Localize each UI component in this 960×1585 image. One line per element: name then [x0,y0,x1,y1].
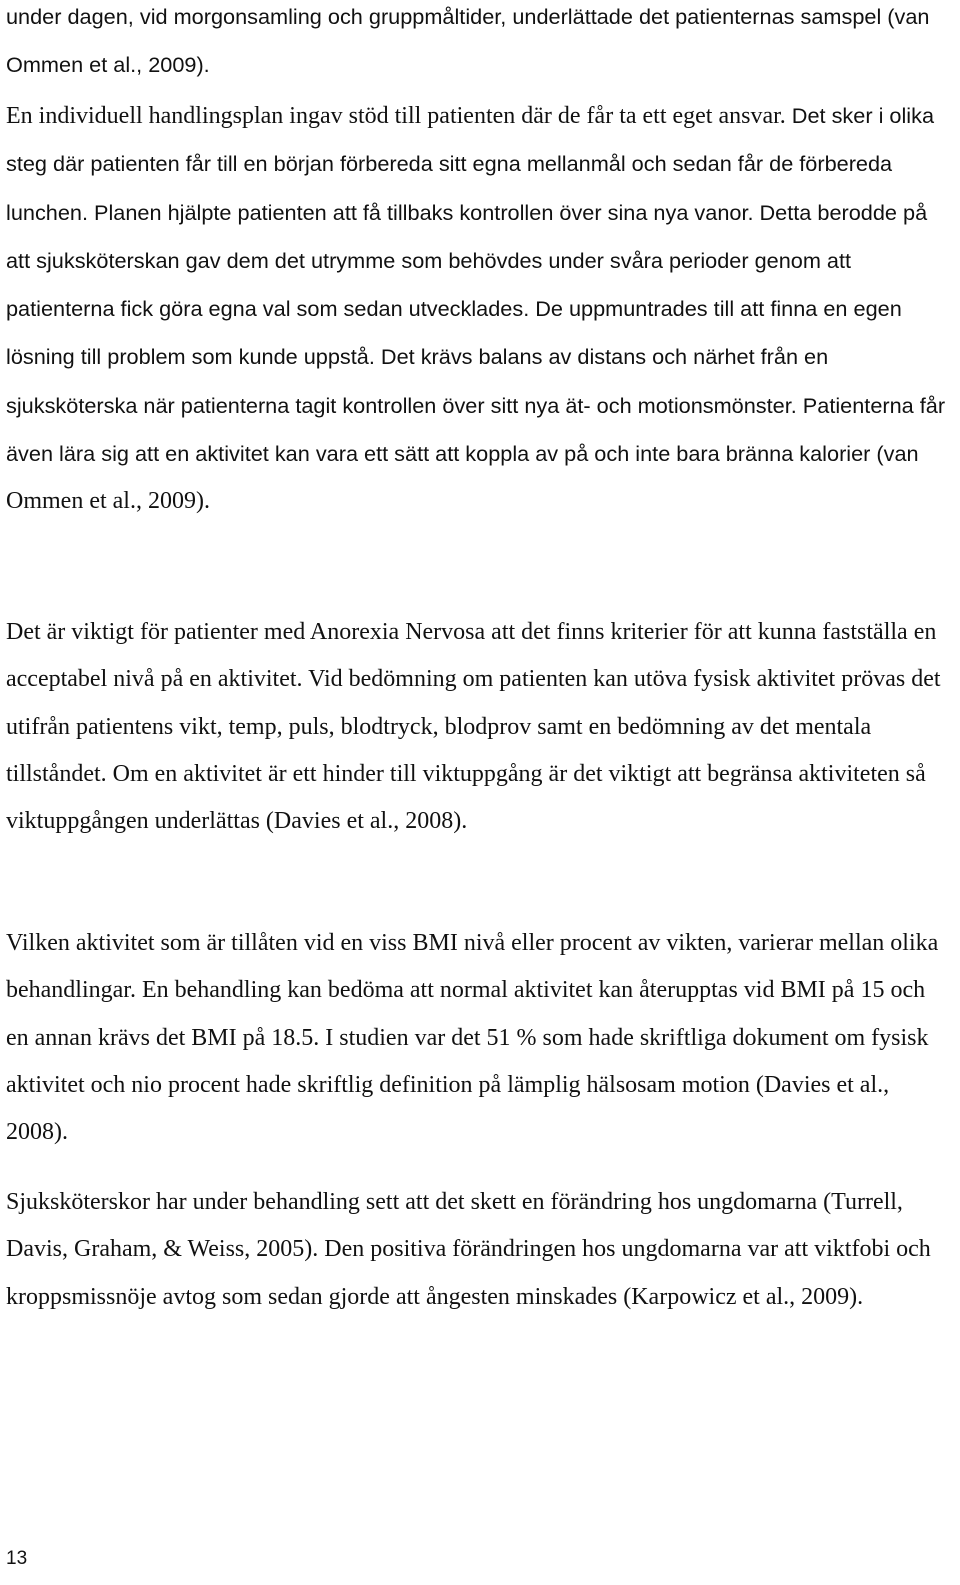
paragraph-4 [6,920,950,1156]
paragraph-3 [6,609,950,845]
paragraph-3-text: Det är viktigt för patienter med Anorexia Nervosa att det finns kriterier för att kunna fastställa en acceptabel nivå på en aktivitet. Vid bedömning om patienten kan utöva fysisk aktivitet prövas det utifrån patientens vikt, temp, puls, blodtryck, blodprov samt en bedömning av det mentala tillståndet. Om en aktivitet är ett hinder till viktuppgång är det viktigt att begränsa aktiviteten så viktuppgången underlättas (Davies et al., 2008). [6,619,941,835]
page-number: 13 [6,1548,28,1569]
paragraph-4-text: Vilken aktivitet som är tillåten vid en viss BMI nivå eller procent av vikten, varierar mellan olika behandlingar. En behandling kan bedöma att normal aktivitet kan återupptas vid BMI på 15 och en annan krävs det BMI på 18.5. I studien var det 51 % som hade skriftliga dokument om fysisk aktivitet och nio procent hade skriftlig definition på lämplig hälsosam motion (Davies et al., 2008). [6,930,939,1146]
paragraph-2 [6,92,950,526]
paragraph-5-text: Sjuksköterskor har under behandling sett att det skett en förändring hos ungdomarna (Turrell, Davis, Graham, & Weiss, 2005). Den positiva förändringen hos ungdomarna var att viktfobi och kroppsmissnöje avtog som sedan gjorde att ångesten minskades (Karpowicz et al., 2009). [6,1189,931,1310]
paragraph-2-text-part-3: Ommen et al., 2009). [6,488,210,515]
paragraph-1 [6,0,950,90]
paragraph-5 [6,1179,950,1321]
paragraph-2-text-part-1: En individuell handlingsplan ingav stöd till patienten där de får ta ett eget ansvar. [6,103,792,129]
paragraph-1-text: under dagen, vid morgonsamling och gruppmåltider, underlättade det patienternas samspel (van Ommen et al., 2009). [6,4,930,78]
paragraph-2-text-part-2: Det sker i olika steg där patienten får till en början förbereda sitt egna mellanmål och sedan får de förbereda lunchen. Planen hjälpte patienten att få tillbaks kontrollen över sina nya vanor. Detta berodde på att sjuksköterskan gav dem det utrymme som behövdes under svåra perioder genom att patienterna fick göra egna val som sedan utvecklades. De uppmuntrades till att finna en egen lösning till problem som kunde uppstå. Det krävs balans av distans och närhet från en sjuksköterska när patienterna tagit kontrollen över sitt nya ät- och motionsmönster. Patienterna får även lära sig att en aktivitet kan vara ett sätt att koppla av på och inte bara bränna kalorier (van [6,103,946,467]
